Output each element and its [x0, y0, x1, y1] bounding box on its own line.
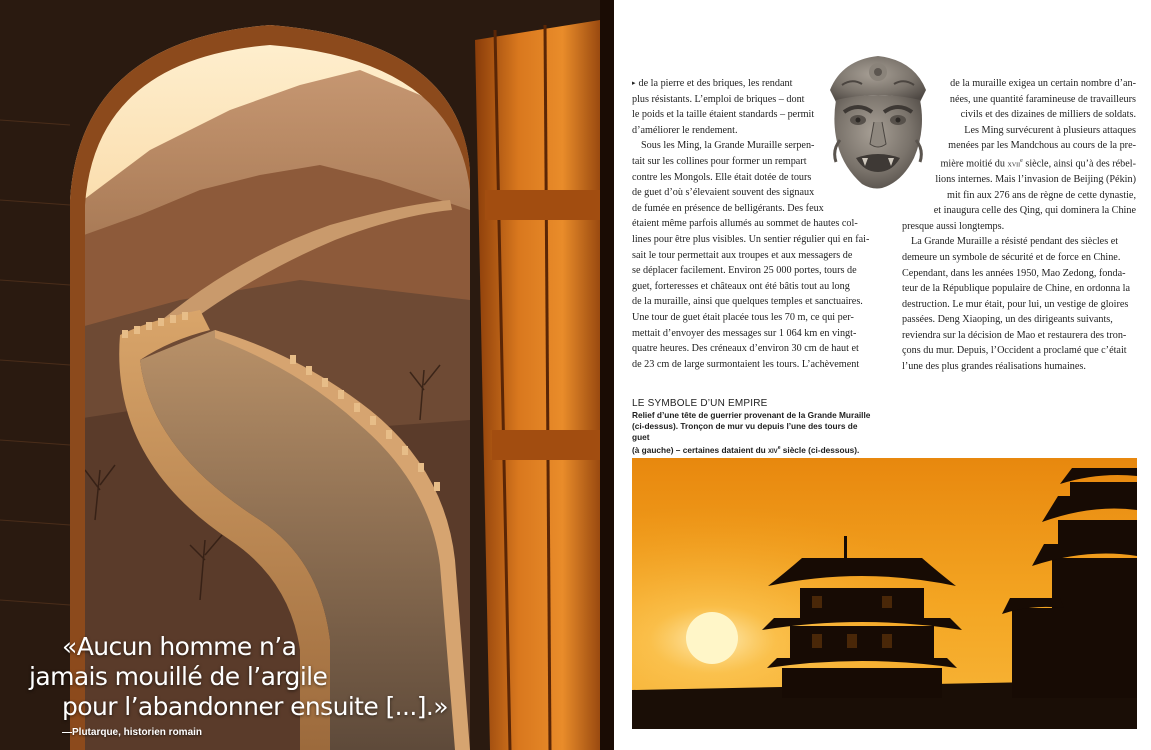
article-line: plus résistants. L’emploi de briques – dont [632, 93, 805, 105]
article-line: d’améliorer le rendement. [632, 124, 738, 136]
article-line: reviendra sur la décision de Mao et restaurera des tron- [902, 329, 1127, 341]
article-line: quatre heures. Des créneaux d’environ 30 cm de haut et [632, 343, 859, 355]
article-line: de 23 cm de large surmontaient les tours. L’achèvement [632, 358, 860, 370]
quote-attribution: —Plutarque, historien romain [62, 727, 203, 738]
article-line: de la muraille, ainsi que quelques temples et sanctuaires. [632, 296, 863, 308]
quote-line-1: «Aucun homme n’a [62, 632, 297, 661]
article-line: nées, une quantité faramineuse de travailleurs [949, 93, 1136, 105]
article-line: se déplacer facilement. Environ 25 000 portes, tours de [632, 265, 857, 277]
article-line: ▸ de la pierre et des briques, les rendant [632, 78, 793, 89]
article-line: çons du mur. Depuis, l’Occident a proclamé que c’était [902, 345, 1127, 357]
article-line: demeure un symbole de sécurité et de force en Chine. [902, 251, 1121, 263]
article-line: sait le tour permettait aux troupes et aux messagers de [632, 249, 853, 261]
article-line: civils et des dizaines de milliers de soldats. [960, 109, 1136, 121]
article-line: étaient même parfois allumés au sommet de hautes col- [632, 218, 858, 230]
article-line: mettait d’envoyer des messages sur 1 064 km en vingt- [632, 327, 857, 339]
caption-text: Relief d’une tête de guerrier provenant de la Grande Muraille (ci-dessus). Tronçon de mur vu depuis l’une des tours de guet (à gauche) – certaines dataient du xiv$^e$ siècle (ci-dessous). [632, 410, 871, 455]
article-line: de fumée en présence de belligérants. Des feux [632, 202, 824, 214]
article-line: contre les Mongols. Elle était dotée de tours [632, 171, 812, 183]
article-line: de guet d’où s’élevaient souvent des signaux [632, 187, 815, 199]
paragraph-marker-icon: ▸ [632, 79, 636, 87]
quote-line-2: jamais mouillé de l’argile [29, 662, 328, 691]
article-line: Une tour de guet était placée tous les 70 m, ce qui per- [632, 311, 854, 323]
article-line: mit fin aux 276 ans de règne de cette dynastie, [947, 189, 1136, 201]
article-line: lines pour être plus visibles. Un sentier régulier qui en fai- [632, 233, 870, 245]
article-line: presque aussi longtemps. [902, 220, 1005, 232]
article-line: Sous les Ming, la Grande Muraille serpen- [641, 140, 815, 152]
photo-caption [632, 397, 872, 456]
article-line: lions internes. Mais l’invasion de Beijing (Pékin) [935, 173, 1136, 185]
article-line: menées par les Mandchous au cours de la pre- [948, 140, 1136, 152]
article-column-2 [902, 76, 1136, 375]
article-line: tait sur les collines pour former un rempart [632, 155, 807, 167]
article-line: de la muraille exigea un certain nombre d’an- [950, 78, 1136, 89]
article-line: le poids et la taille étaient standards – permit [632, 109, 815, 121]
article-line: guet, forteresses et châteaux ont été bâtis tout au long [632, 280, 850, 292]
article-line: passées. Deng Xiaoping, un des dirigeants suivants, [902, 314, 1113, 326]
article-line: La Grande Muraille a résisté pendant des siècles et [911, 236, 1119, 248]
quote-line-3: pour l’abandonner ensuite [...].» [62, 692, 448, 721]
article-line: Cependant, dans les années 1950, Mao Zedong, fonda- [902, 267, 1126, 279]
article-line: Les Ming survécurent à plusieurs attaques [964, 124, 1136, 136]
watchtower-sunset-photo [632, 458, 1137, 729]
article-line: l’une des plus grandes réalisations humaines. [902, 361, 1086, 373]
article-line: teur de la République populaire de Chine, en ordonna la [902, 283, 1131, 295]
article-line: destruction. Le mur était, pour lui, un vestige de gloires [902, 298, 1129, 310]
article-line: et inaugura celle des Qing, qui dominera la Chine [933, 205, 1136, 217]
caption-title: LE SYMBOLE D’UN EMPIRE [632, 398, 768, 409]
article-line: mière moitié du xvii$^e$ siècle, ainsi qu’à des rébel- [940, 157, 1136, 170]
